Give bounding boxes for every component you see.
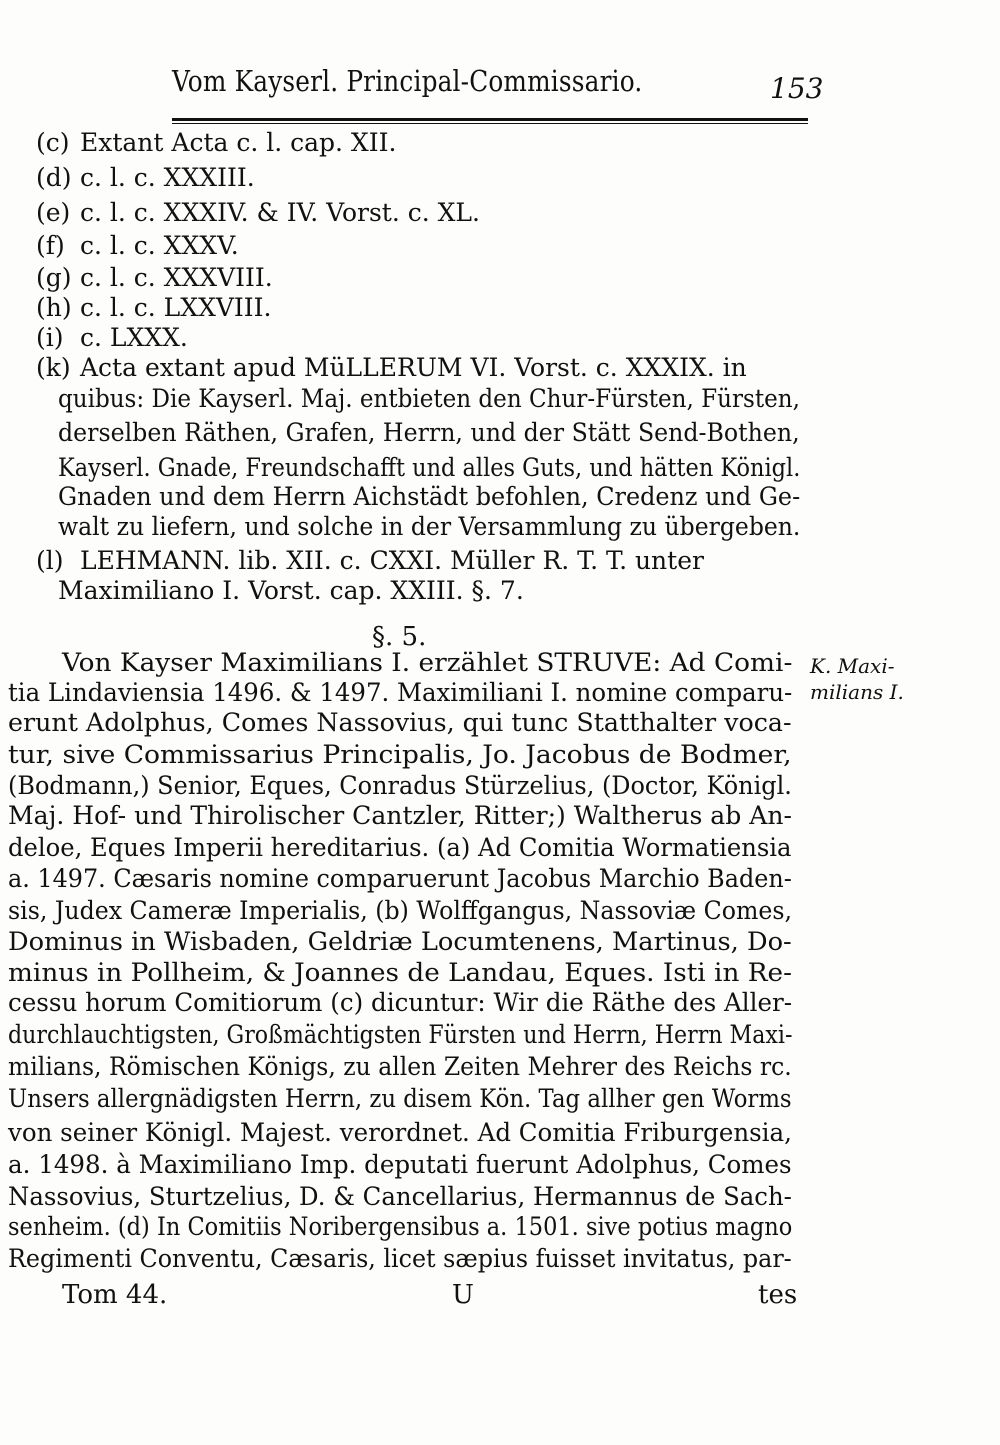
footnote-line <box>36 233 239 258</box>
body-line: (Bodmann,) Senior, Eques, Conradus Stürzelius, (Doctor, Königl. <box>8 771 792 800</box>
body-line: a. 1498. à Maximiliano Imp. deputati fuerunt Adolphus, Comes <box>8 1150 792 1179</box>
footnote-line <box>36 130 396 155</box>
margin-note-line: milians I. <box>810 680 904 704</box>
footnote-line <box>36 548 704 573</box>
footnote-text: c. l. c. XXXV. <box>80 231 239 260</box>
running-head: Vom Kayserl. Principal-Commissario. <box>172 64 643 98</box>
body-line: cessu horum Comitiorum (c) dicuntur: Wir die Räthe des Aller- <box>8 988 793 1017</box>
body-line: deloe, Eques Imperii hereditarius. (a) Ad Comitia Wormatiensia <box>8 833 792 862</box>
body-line: erunt Adolphus, Comes Nassovius, qui tunc Statthalter voca- <box>8 708 792 737</box>
body-line: Nassovius, Sturtzelius, D. & Cancellarius, Hermannus de Sach- <box>8 1182 792 1211</box>
footnote-marker: (g) <box>36 263 72 292</box>
section-number: §. 5. <box>372 622 427 652</box>
footnote-marker: (f) <box>36 231 65 260</box>
margin-note-line: K. Maxi- <box>810 654 895 678</box>
footnote-text: Extant Acta c. l. cap. XII. <box>80 128 397 157</box>
footnote-marker: (i) <box>36 323 64 352</box>
body-line: Unsers allergnädigsten Herrn, zu disem Kön. Tag allher gen Worms <box>8 1084 792 1113</box>
footnote-marker: (h) <box>36 293 72 322</box>
footnote-text: LEHMANN. lib. XII. c. CXXI. Müller R. T. T. unter <box>80 546 704 575</box>
footnote-line <box>36 265 273 290</box>
footnote-continuation: Maximiliano I. Vorst. cap. XXIII. §. 7. <box>58 576 524 605</box>
body-line: minus in Pollheim, & Joannes de Landau, Eques. Isti in Re- <box>8 958 792 987</box>
body-line: Von Kayser Maximilians I. erzählet STRUVE: Ad Comi- <box>62 648 793 677</box>
footnote-text: Acta extant apud MüLLERUM VI. Vorst. c. XXXIX. in <box>80 353 747 382</box>
body-line: Maj. Hof- und Thirolischer Cantzler, Ritter;) Waltherus ab An- <box>8 801 792 830</box>
volume-label: Tom 44. <box>62 1280 168 1310</box>
footnote-line <box>36 165 255 190</box>
footnote-marker: (d) <box>36 163 72 192</box>
body-line: durchlauchtigsten, Großmächtigsten Fürsten und Herrn, Herrn Maxi- <box>8 1020 793 1049</box>
footnote-text: c. LXXX. <box>80 323 188 352</box>
signature-mark: U <box>452 1280 474 1310</box>
footnote-text: c. l. c. LXXVIII. <box>80 293 272 322</box>
header-rule <box>172 118 808 124</box>
footnote-continuation: quibus: Die Kayserl. Maj. entbieten den Chur-Fürsten, Fürsten, <box>58 384 800 413</box>
body-line: senheim. (d) In Comitiis Noribergensibus a. 1501. sive potius magno <box>8 1212 793 1241</box>
body-line: tia Lindaviensia 1496. & 1497. Maximiliani I. nomine comparu- <box>8 678 793 707</box>
footnote-text: c. l. c. XXXIV. & IV. Vorst. c. XL. <box>80 198 480 227</box>
body-line: sis, Judex Cameræ Imperialis, (b) Wolffgangus, Nassoviæ Comes, <box>8 896 793 925</box>
footnote-text: c. l. c. XXXIII. <box>80 163 255 192</box>
footnote-line <box>36 295 272 320</box>
body-line: Regimenti Conventu, Cæsaris, licet sæpius fuisset invitatus, par- <box>8 1244 792 1273</box>
page-number: 153 <box>770 72 824 105</box>
body-line: milians, Römischen Königs, zu allen Zeiten Mehrer des Reichs rc. <box>8 1052 792 1081</box>
body-line: a. 1497. Cæsaris nomine comparuerunt Jacobus Marchio Baden- <box>8 864 792 893</box>
footnote-marker: (c) <box>36 128 70 157</box>
footnote-continuation: Kayserl. Gnade, Freundschafft und alles Guts, und hätten Königl. <box>58 453 801 482</box>
footnote-marker: (l) <box>36 546 64 575</box>
footnote-text: c. l. c. XXXVIII. <box>80 263 273 292</box>
catchword: tes <box>758 1280 798 1310</box>
footnote-continuation: derselben Räthen, Grafen, Herrn, und der Stätt Send-Bothen, <box>58 418 800 447</box>
footnote-continuation: walt zu liefern, und solche in der Versammlung zu übergeben. <box>58 512 801 541</box>
footnote-marker: (k) <box>36 353 71 382</box>
footnote-marker: (e) <box>36 198 71 227</box>
body-line: tur, sive Commissarius Principalis, Jo. Jacobus de Bodmer, <box>8 740 792 769</box>
footnote-continuation: Gnaden und dem Herrn Aichstädt befohlen, Credenz und Ge- <box>58 482 801 511</box>
body-line: von seiner Königl. Majest. verordnet. Ad Comitia Friburgensia, <box>8 1118 792 1147</box>
footnote-line <box>36 355 747 380</box>
footnote-line <box>36 200 480 225</box>
footnote-line <box>36 325 188 350</box>
body-line: Dominus in Wisbaden, Geldriæ Locumtenens, Martinus, Do- <box>8 927 792 956</box>
